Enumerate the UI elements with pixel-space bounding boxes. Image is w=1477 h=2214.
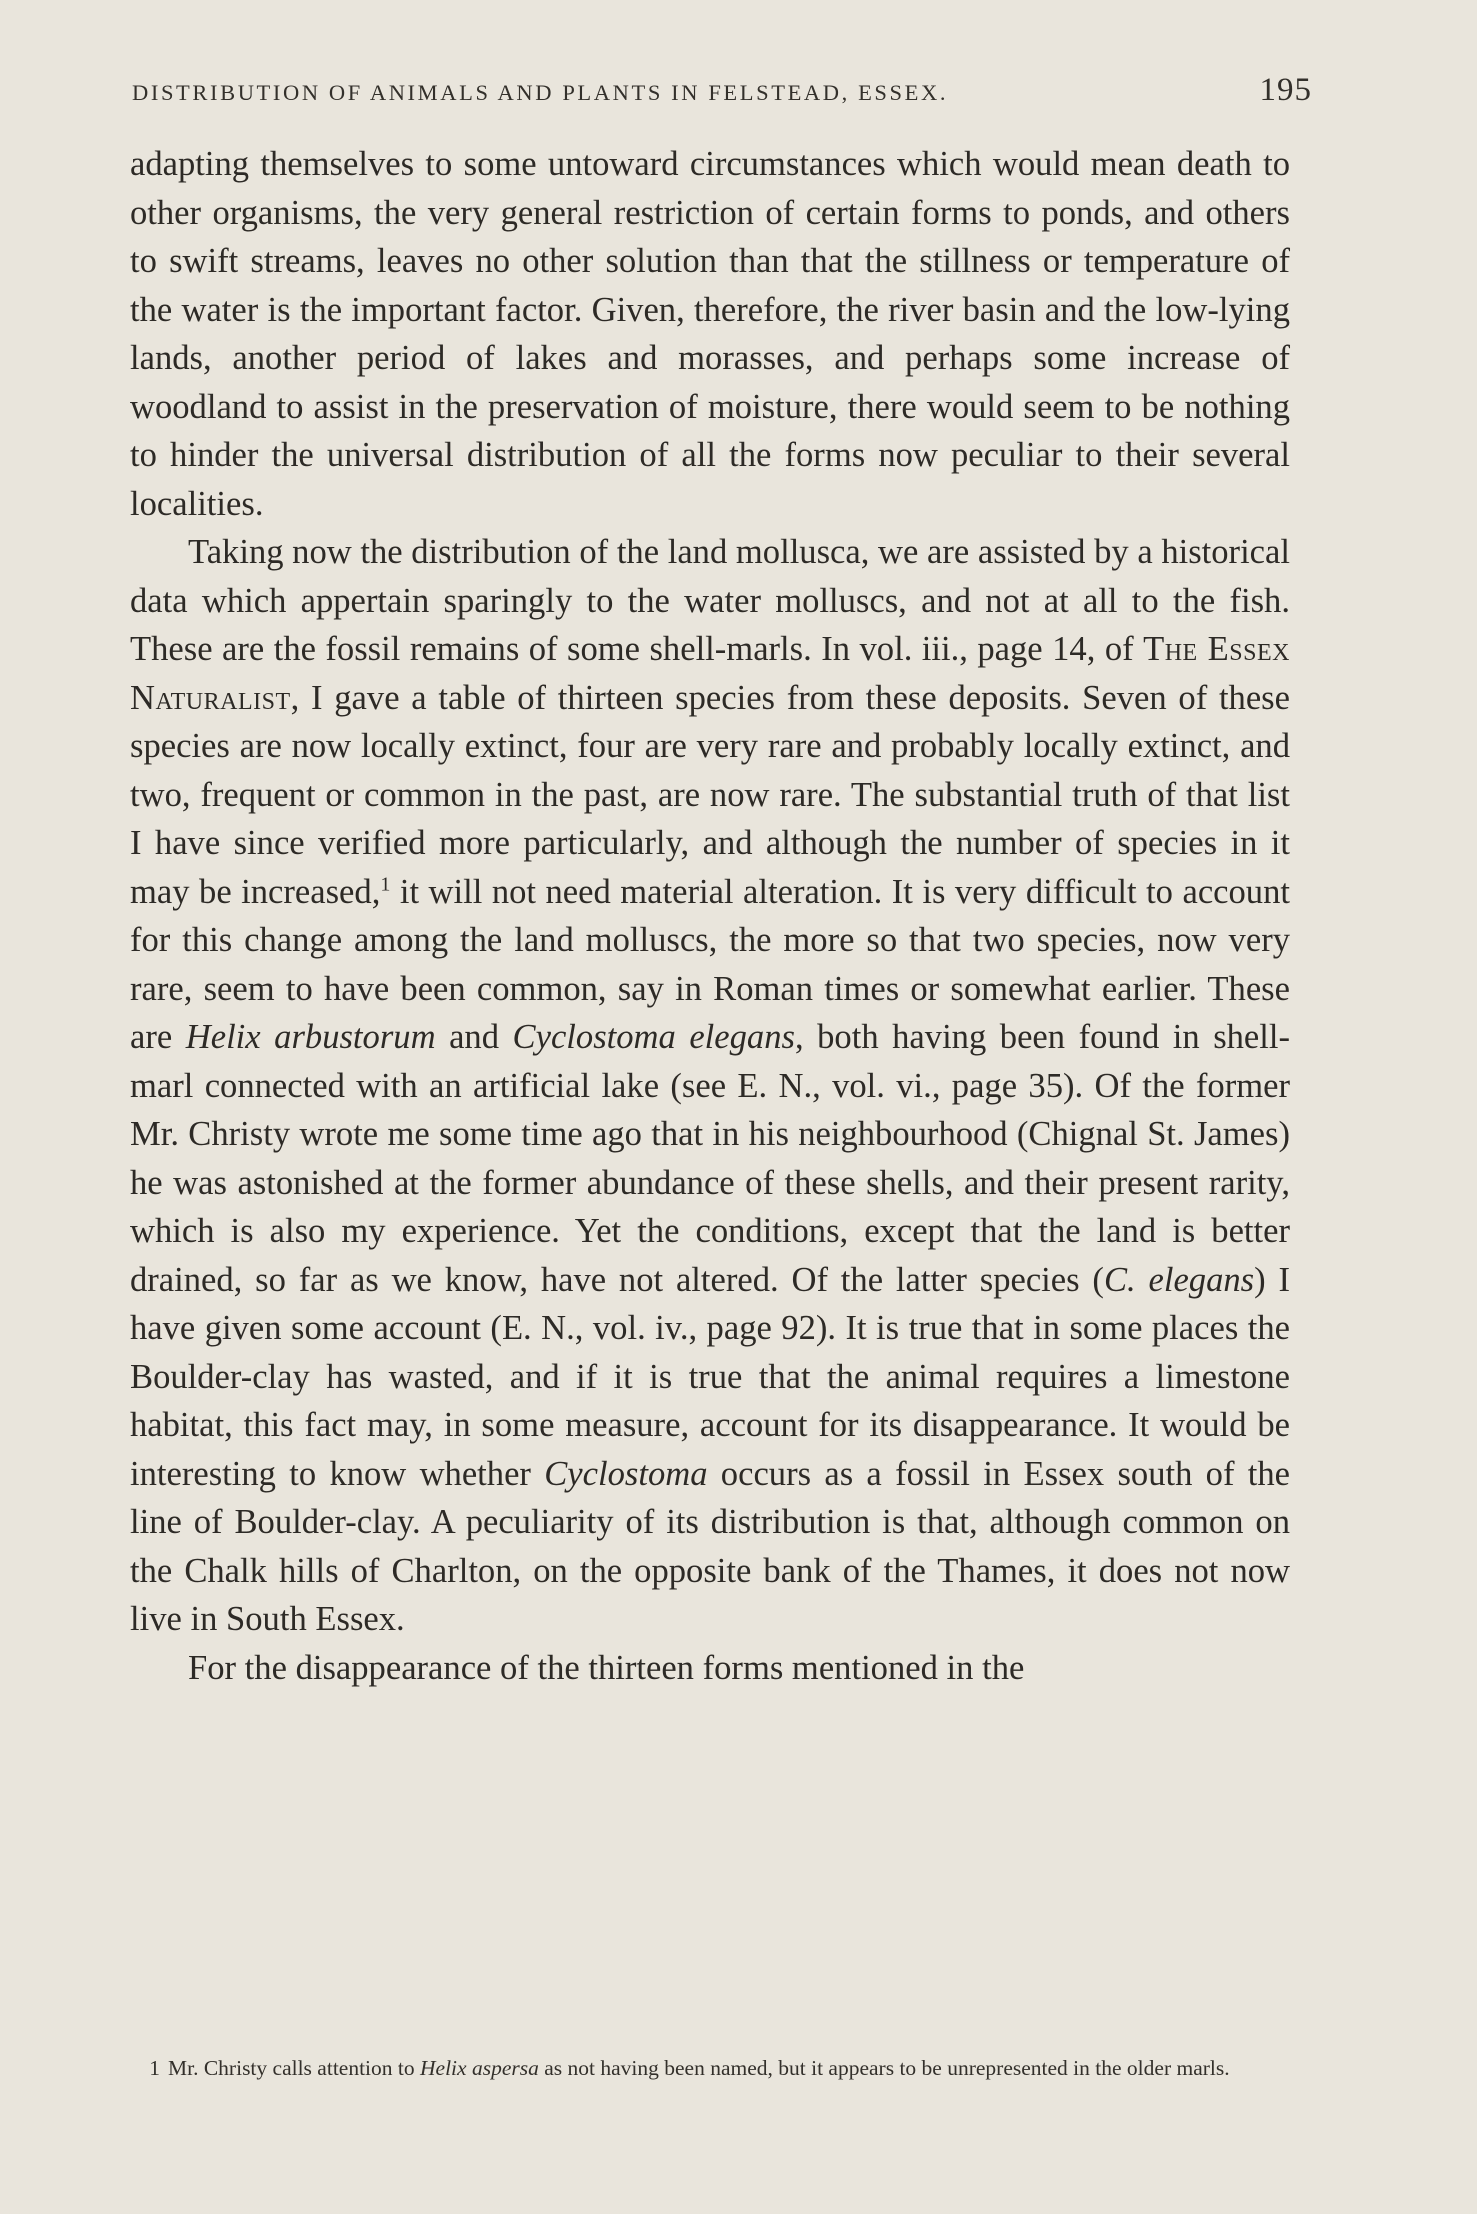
text-run: , both having been found in shell-marl connected with an artificial lake (see E. N., vol. vi., page 35). Of the former Mr. Christy wrote me some time ago that in his neighbourhood (Chignal St. James) he was astonished at the former abundance of these shells, and their present rarity, which is also my experience. Yet the conditions, except that the land is better drained, so far as we know, have not altered. Of the latter species ( xyxy=(130,1018,1291,1299)
text-run: it will not need material alteration. It is very difficult to account for this change among the land molluscs, the more so that two species, now very rare, seem to have been common, say in Roman times or somewhat earlier. These are xyxy=(130,872,1290,1056)
main-text xyxy=(130,140,1290,1692)
footnote-number: 1 xyxy=(149,2056,160,2080)
footnote-text: as not having been named, but it appears to be unrepresented in the older marls. xyxy=(538,2056,1230,2080)
paragraph-land-mollusca xyxy=(130,528,1290,1644)
text-run: Taking now the distribution of the land mollusca, we are assisted by a historical data which appertain sparingly to the water molluscs, and not at all to the fish. These are the fossil remains of some shell-marls. In vol. iii., page 14, of xyxy=(130,533,1290,668)
species-name: Helix arbustorum xyxy=(185,1018,436,1056)
footnote-text: Mr. Christy calls attention to xyxy=(168,2056,421,2080)
page-number: 195 xyxy=(1259,72,1312,108)
text-run: ) I have given some account (E. N., vol. iv., page 92). It is true that in some places the Boulder-clay has wasted, and if it is true that the animal requires a limestone habitat, this fact may, in some measure, account for its disappearance. It would be interesting to know whether xyxy=(130,1260,1290,1493)
species-name: C. elegans xyxy=(1103,1260,1255,1299)
text-run: , I gave a table of thirteen species from these deposits. Seven of these species are now locally extinct, four are very rare and probably locally extinct, and two, frequent or common in the past, are now rare. The substantial truth of that list I have since verified more particularly, and although the number of species in it may be increased, xyxy=(130,678,1290,911)
paragraph-continued: adapting themselves to some untoward circumstances which would mean death to other organisms, the very general restriction of certain forms to ponds, and others to swift streams, leaves no other solution than that the stillness or temperature of the water is the important factor. Given, therefore, the river basin and the low-lying lands, another period of lakes and morasses, and perhaps some increase of woodland to assist in the preservation of moisture, there would seem to be nothing to hinder the universal distribution of all the forms now peculiar to their several localities. xyxy=(130,145,1290,523)
paragraph-disappearance: For the disappearance of the thirteen forms mentioned in the xyxy=(188,1648,1025,1687)
running-title: DISTRIBUTION OF ANIMALS AND PLANTS IN FELSTEAD, ESSEX. xyxy=(132,80,949,105)
journal-title: The Essex Naturalist xyxy=(130,630,1290,717)
running-header xyxy=(132,72,1312,112)
species-name: Cyclostoma xyxy=(544,1454,708,1493)
text-run: occurs as a fossil in Essex south of the line of Boulder-clay. A peculiarity of its distribution is that, although common on the Chalk hills of Charlton, on the opposite bank of the Thames, it does not now live in South Essex. xyxy=(130,1454,1291,1638)
species-name: Cyclostoma elegans xyxy=(512,1018,795,1056)
footnote xyxy=(128,2055,1298,2082)
text-run: and xyxy=(435,1018,513,1056)
footnote-reference: 1 xyxy=(380,872,391,895)
footnote-species: Helix aspersa xyxy=(420,2056,539,2080)
